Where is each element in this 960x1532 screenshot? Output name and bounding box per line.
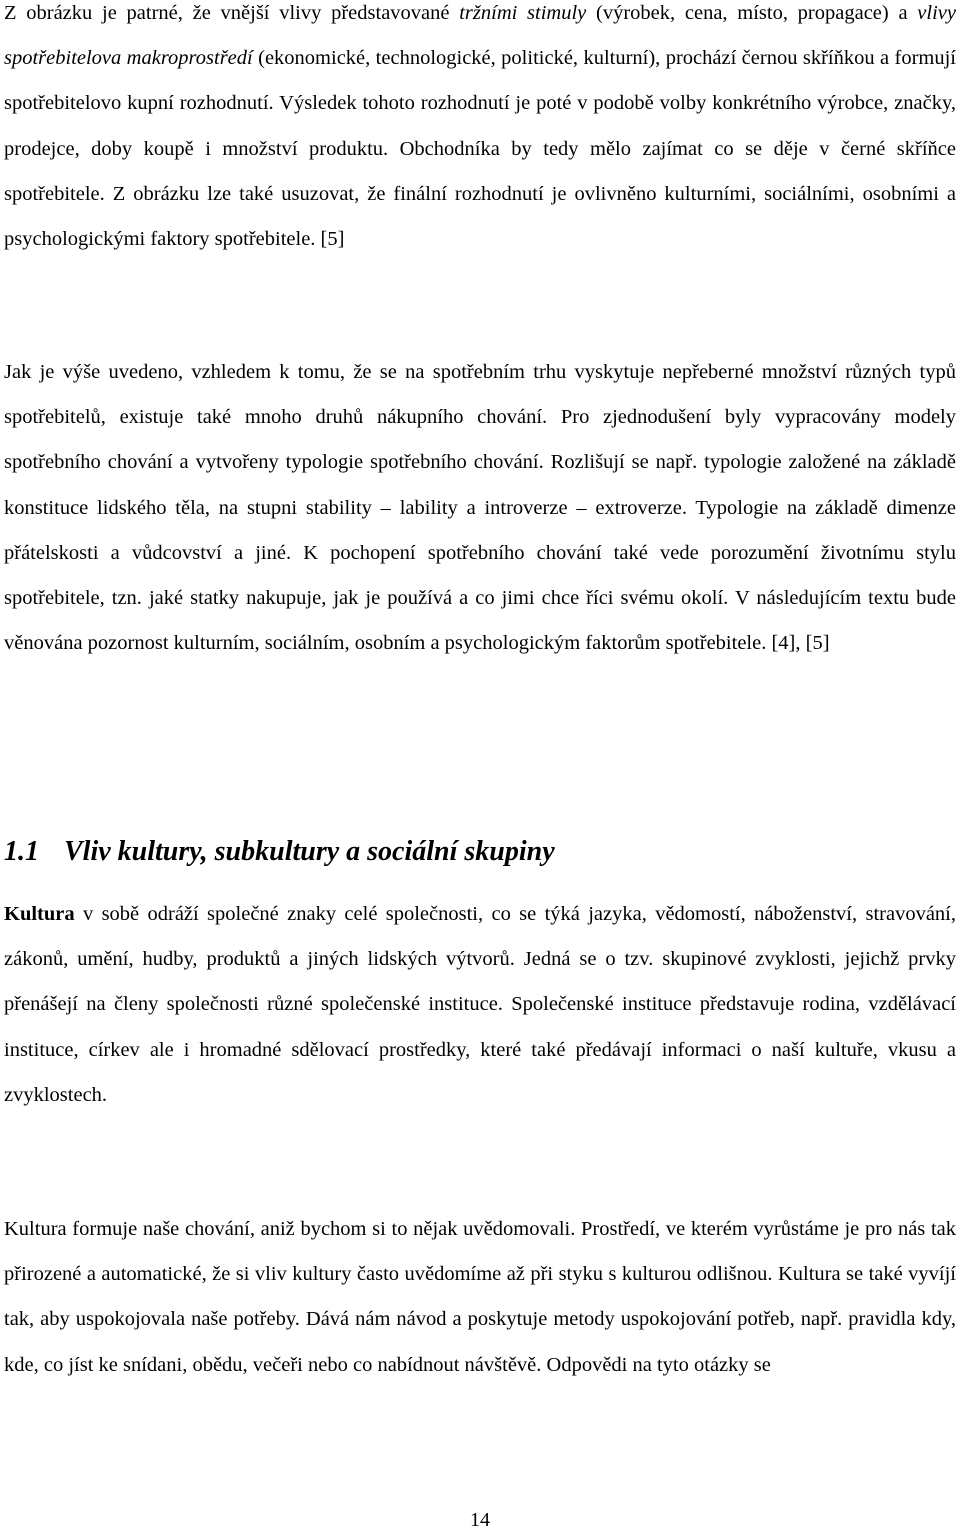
paragraph-1-text-a: Z obrázku je patrné, že vnější vlivy představované	[4, 2, 460, 24]
paragraph-1-text-b: (výrobek, cena, místo, propagace) a	[586, 2, 918, 24]
paragraph-1-text-c: (ekonomické, technologické, politické, kulturní), prochází černou skříňkou a formují spotřebitelovo kupní rozhodnutí. Výsledek tohoto rozhodnutí je poté v podobě volby konkrétního výrobce, značky, prodejce, doby koupě i množství produktu. Obchodníka by tedy mělo zajímat co se děje v černé skříňce spotřebitele. Z obrázku lze také usuzovat, že finální rozhodnutí je ovlivněno kulturními, sociálními, osobními a psychologickými faktory spotřebitele. [5]	[4, 47, 956, 251]
paragraph-culture-definition	[4, 892, 956, 1118]
page-number: 14	[470, 1509, 490, 1531]
term-market-stimuli: tržními stimuly	[459, 2, 587, 24]
paragraph-consumer-typology: Jak je výše uvedeno, vzhledem k tomu, že se na spotřebním trhu vyskytuje nepřeberné množství různých typů spotřebitelů, existuje také mnoho druhů nákupního chování. Pro zjednodušení byly vypracovány modely spotřebního chování a vytvořeny typologie spotřebního chování. Rozlišují se např. typologie založené na základě konstituce lidského těla, na stupni stability – lability a introverze – extroverze. Typologie na základě dimenze přátelskosti a vůdcovství a jiné. K pochopení spotřebního chování také vede porozumění životnímu stylu spotřebitele, tzn. jaké statky nakupuje, jak je používá a co jimi chce říci svému okolí. V následujícím textu bude věnována pozornost kulturním, sociálním, osobním a psychologickým faktorům spotřebitele. [4], [5]	[4, 361, 956, 655]
section-title: Vliv kultury, subkultury a sociální skupiny	[64, 836, 555, 867]
section-heading	[4, 832, 555, 872]
paragraph-3-text: v sobě odráží společné znaky celé společnosti, co se týká jazyka, vědomostí, náboženství, stravování, zákonů, umění, hudby, produktů a jiných lidských výtvorů. Jedná se o tzv. skupinové zvyklosti, jejichž prvky přenášejí na členy společnosti různé společenské instituce. Společenské instituce představuje rodina, vzdělávací instituce, církev ale i hromadné sdělovací prostředky, které také předávají informaci o naší kultuře, vkusu a zvyklostech.	[4, 903, 956, 1106]
section-number: 1.1	[4, 836, 39, 867]
term-culture: Kultura	[4, 903, 75, 925]
paragraph-black-box	[4, 0, 956, 262]
term-macro-environment: vlivy spotřebitelova makroprostředí	[4, 2, 956, 70]
paragraph-culture-behaviour: Kultura formuje naše chování, aniž bychom si to nějak uvědomovali. Prostředí, ve kterém vyrůstáme je pro nás tak přirozené a automatické, že si vliv kultury často uvědomíme až při styku s kulturou odlišnou. Kultura se také vyvíjí tak, aby uspokojovala naše potřeby. Dává nám návod a poskytuje metody uspokojování potřeb, např. pravidla kdy, kde, co jíst ke snídani, obědu, večeři nebo co nabídnout návštěvě. Odpovědi na tyto otázky se	[4, 1218, 956, 1376]
